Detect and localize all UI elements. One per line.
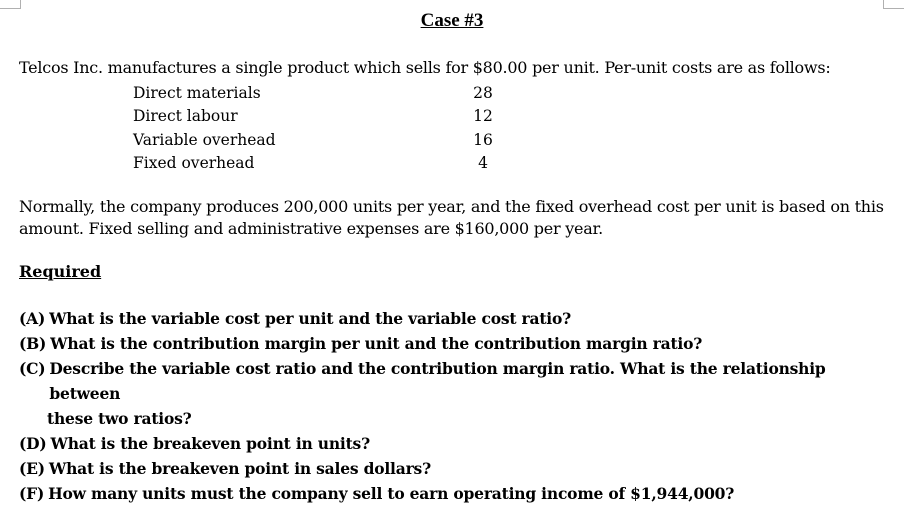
question-letter: (A)	[19, 309, 46, 328]
cost-value: 16	[473, 130, 493, 149]
required-heading: Required	[19, 262, 102, 281]
cost-label: Direct labour	[133, 107, 238, 126]
cost-row	[133, 81, 503, 105]
cost-row	[133, 105, 503, 129]
question-text: What is the variable cost per unit and the variable cost ratio?	[49, 309, 572, 328]
cost-row	[133, 128, 503, 152]
question-letter: (F)	[19, 484, 45, 503]
question-b	[19, 331, 889, 356]
cost-label: Direct materials	[133, 83, 261, 102]
page-corner-right	[883, 0, 904, 9]
case-title-text: Case #3	[420, 10, 484, 31]
question-letter: (E)	[19, 459, 45, 478]
question-d	[19, 431, 889, 456]
question-c-continuation: these two ratios?	[47, 409, 192, 428]
intro-paragraph: Telcos Inc. manufactures a single product which sells for $80.00 per unit. Per-unit costs are as follows:	[19, 58, 831, 77]
production-paragraph: Normally, the company produces 200,000 units per year, and the fixed overhead cost per unit is based on this amount. Fixed selling and administrative expenses are $160,000 per year.	[19, 197, 884, 238]
cost-label: Variable overhead	[133, 130, 276, 149]
questions-list	[19, 306, 889, 505]
question-a	[19, 306, 889, 331]
cost-table	[133, 81, 503, 175]
question-letter: (C)	[19, 359, 46, 378]
question-e	[19, 456, 889, 481]
question-letter: (D)	[19, 434, 47, 453]
question-text: What is the breakeven point in units?	[50, 434, 370, 453]
question-f	[19, 481, 889, 505]
cost-value: 12	[473, 107, 493, 126]
question-c	[19, 356, 889, 406]
question-letter: (B)	[19, 334, 47, 353]
question-text: What is the contribution margin per unit and the contribution margin ratio?	[50, 334, 703, 353]
question-text: What is the breakeven point in sales dollars?	[48, 459, 431, 478]
question-text: How many units must the company sell to earn operating income of $1,944,000?	[48, 484, 735, 503]
question-text: Describe the variable cost ratio and the contribution margin ratio. What is the relationship between	[49, 359, 826, 403]
cost-value: 28	[473, 83, 493, 102]
case-title	[0, 10, 904, 32]
cost-label: Fixed overhead	[133, 154, 255, 173]
cost-value: 4	[478, 154, 488, 173]
cost-row	[133, 152, 503, 176]
page-corner-left	[0, 0, 21, 9]
